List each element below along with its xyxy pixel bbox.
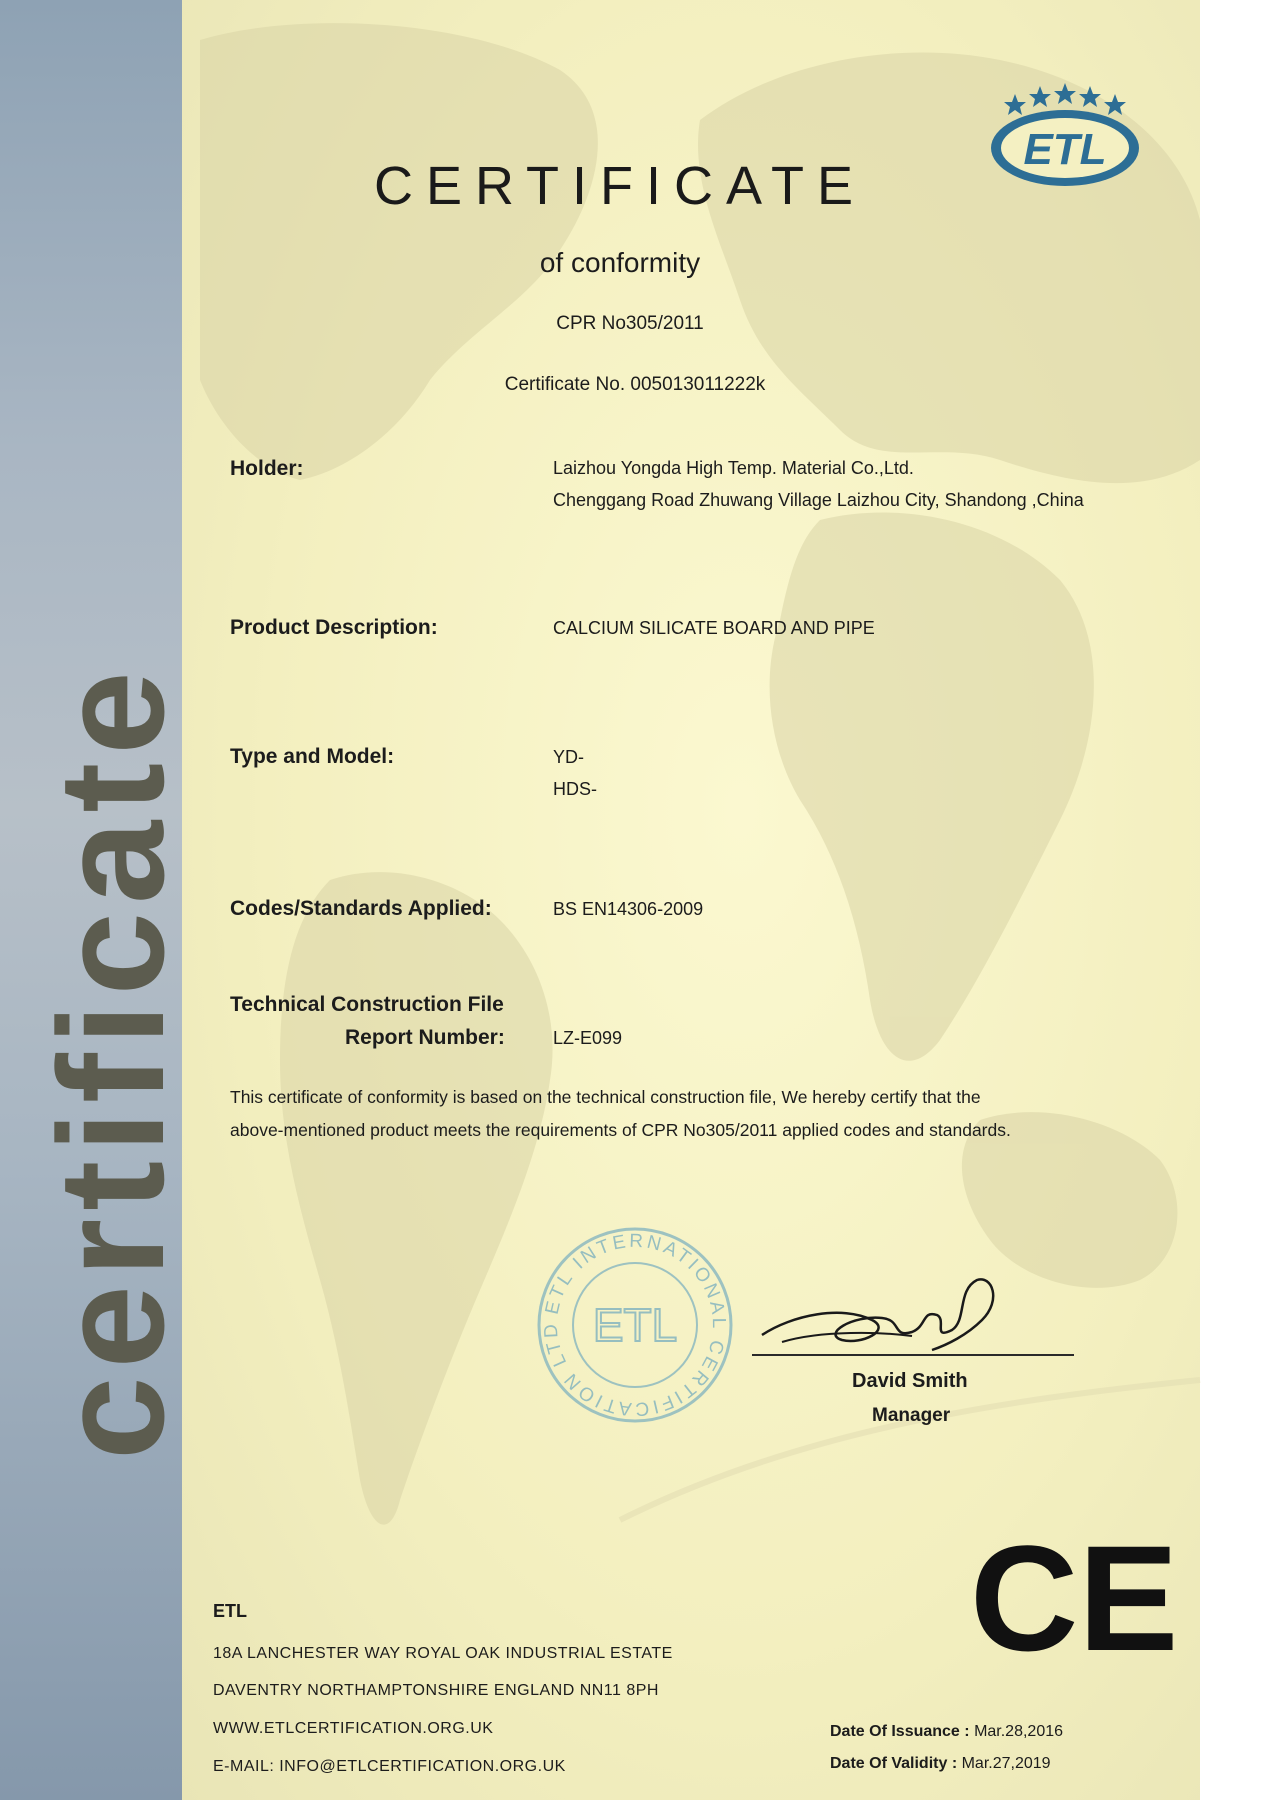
star-icon (1104, 94, 1126, 115)
star-icon (1079, 86, 1101, 107)
type-model-value (553, 741, 597, 805)
signatory-name: David Smith (852, 1370, 968, 1392)
star-icon (1029, 86, 1051, 107)
standards-value: BS EN14306-2009 (553, 899, 704, 919)
certificate-number: Certificate No. 005013011222k (504, 374, 766, 395)
validity-date (830, 1755, 1051, 1773)
issuer-website: WWW.ETLCERTIFICATION.ORG.UK (213, 1720, 494, 1737)
star-icon (1054, 83, 1076, 104)
regulation-reference: CPR No305/2011 (556, 313, 704, 334)
product-label: Product Description: (230, 616, 438, 639)
signature-line (752, 1354, 1074, 1356)
signatory-title: Manager (872, 1405, 951, 1426)
stamp-center-text: ETL (592, 1299, 678, 1351)
star-icon (1004, 94, 1026, 115)
logo-text: ETL (1023, 125, 1107, 174)
stamp-ring-text: ETL INTERNATIONAL CERTIFICATION LTD (540, 1230, 730, 1420)
model-hds: HDS- (553, 779, 597, 799)
statement-line1: This certificate of conformity is based on the technical construction file, We hereby certify that the (230, 1087, 981, 1107)
issuer-address-line1: 18A LANCHESTER WAY ROYAL OAK INDUSTRIAL ESTATE (213, 1645, 673, 1662)
issuer-address-line2: DAVENTRY NORTHAMPTONSHIRE ENGLAND NN11 8PH (213, 1682, 659, 1699)
holder-value (553, 452, 1084, 516)
certification-stamp (525, 1215, 745, 1435)
ce-mark-text: CE (970, 1514, 1179, 1682)
report-label-line1: Technical Construction File (230, 993, 504, 1016)
report-label (230, 988, 505, 1054)
signature (752, 1260, 1012, 1360)
type-model-label: Type and Model: (230, 745, 395, 768)
issuance-value: Mar.28,2016 (974, 1723, 1064, 1740)
validity-value: Mar.27,2019 (961, 1755, 1051, 1772)
holder-name: Laizhou Yongda High Temp. Material Co.,Ltd. (553, 458, 914, 478)
issuance-date (830, 1723, 1063, 1741)
page-title: CERTIFICATE (373, 156, 867, 216)
ce-mark-icon (970, 1514, 1179, 1682)
holder-label: Holder: (230, 457, 304, 480)
vertical-certificate-word: certificate (27, 663, 195, 1460)
statement-line2: above-mentioned product meets the requirements of CPR No305/2011 applied codes and standards. (230, 1120, 1011, 1140)
model-yd: YD- (553, 747, 584, 767)
validity-label: Date Of Validity : (830, 1755, 958, 1772)
issuer-email: E-MAIL: INFO@ETLCERTIFICATION.ORG.UK (213, 1758, 566, 1775)
conformity-statement (230, 1081, 1180, 1147)
report-value: LZ-E099 (553, 1028, 623, 1048)
page-subtitle: of conformity (539, 247, 701, 278)
standards-label: Codes/Standards Applied: (230, 897, 492, 920)
holder-address: Chenggang Road Zhuwang Village Laizhou City, Shandong ,China (553, 490, 1084, 510)
report-label-line2: Report Number: (345, 1026, 505, 1049)
issuance-label: Date Of Issuance : (830, 1723, 970, 1740)
issuer-name: ETL (213, 1601, 247, 1621)
product-value: CALCIUM SILICATE BOARD AND PIPE (553, 618, 875, 638)
